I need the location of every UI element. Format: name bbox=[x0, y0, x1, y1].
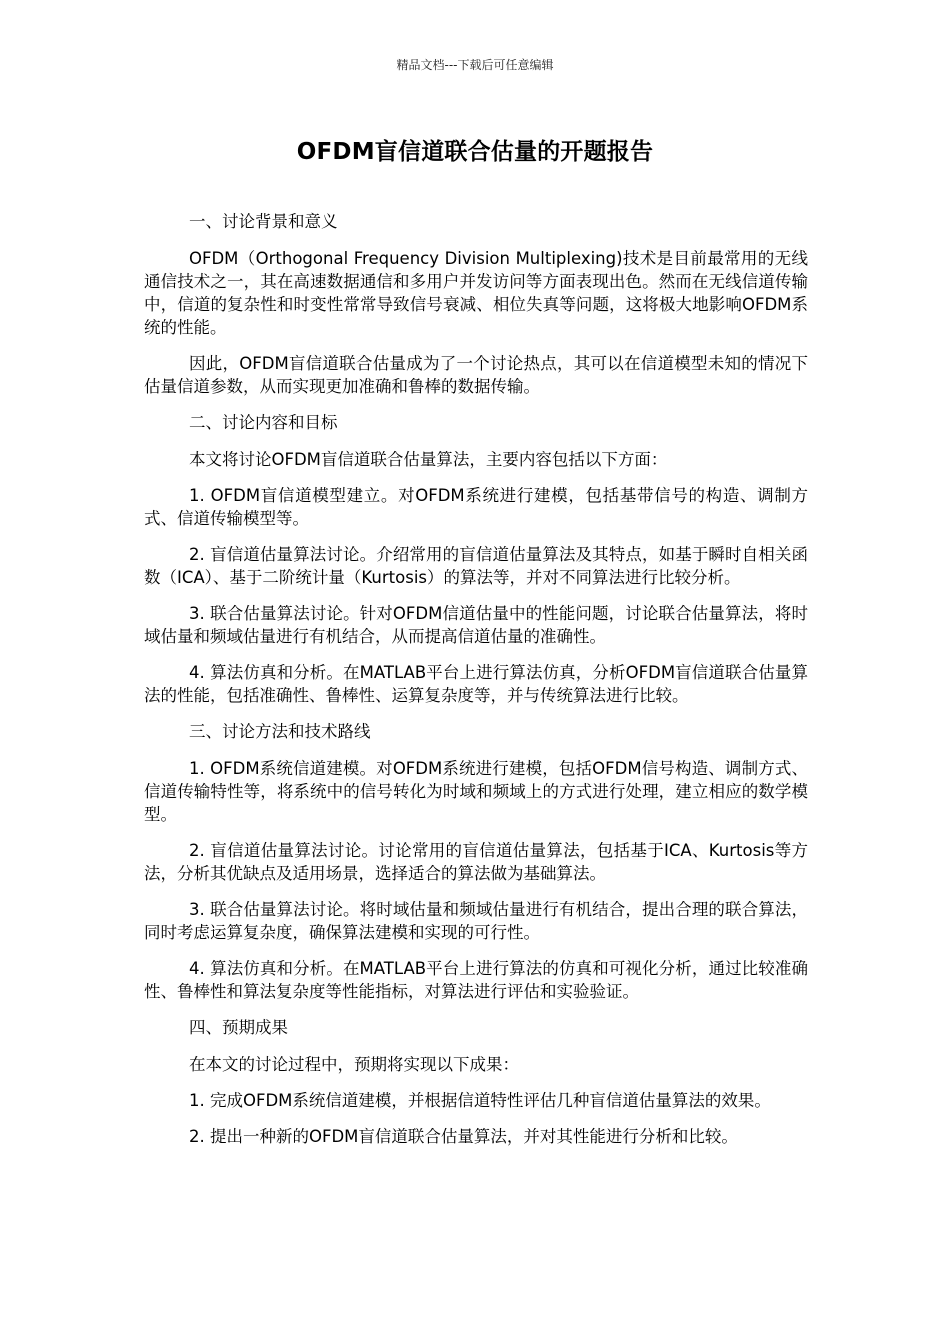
list-item: 4. 算法仿真和分析。在MATLAB平台上进行算法仿真，分析OFDM盲信道联合估量算法的性能，包括准确性、鲁棒性、运算复杂度等，并与传统算法进行比较。 bbox=[144, 663, 808, 705]
section-heading-outcomes: 四、预期成果 bbox=[189, 1018, 288, 1037]
paragraph: 因此，OFDM盲信道联合估量成为了一个讨论热点，其可以在信道模型未知的情况下估量信道参数，从而实现更加准确和鲁棒的数据传输。 bbox=[144, 354, 808, 396]
list-item: 1. 完成OFDM系统信道建模，并根据信道特性评估几种盲信道估量算法的效果。 bbox=[189, 1091, 771, 1110]
section-heading-background: 一、讨论背景和意义 bbox=[189, 212, 338, 231]
list-item: 2. 盲信道估量算法讨论。讨论常用的盲信道估量算法，包括基于ICA、Kurtosis等方法，分析其优缺点及适用场景，选择适合的算法做为基础算法。 bbox=[144, 841, 808, 883]
paragraph: OFDM（Orthogonal Frequency Division Multiplexing)技术是目前最常用的无线通信技术之一，其在高速数据通信和多用户并发访问等方面表现出色。然而在无线信道传输中，信道的复杂性和时变性常常导致信号衰减、相位失真等问题，这将极大地影响OFDM系统的性能。 bbox=[144, 249, 808, 337]
list-item: 2. 盲信道估量算法讨论。介绍常用的盲信道估量算法及其特点，如基于瞬时自相关函数（ICA）、基于二阶统计量（Kurtosis）的算法等，并对不同算法进行比较分析。 bbox=[144, 545, 808, 587]
document-title: OFDM盲信道联合估量的开题报告 bbox=[296, 139, 654, 165]
list-item: 2. 提出一种新的OFDM盲信道联合估量算法，并对其性能进行分析和比较。 bbox=[189, 1127, 738, 1146]
paragraph: 本文将讨论OFDM盲信道联合估量算法，主要内容包括以下方面： bbox=[189, 450, 668, 469]
list-item: 1. OFDM盲信道模型建立。对OFDM系统进行建模，包括基带信号的构造、调制方式、信道传输模型等。 bbox=[144, 486, 808, 528]
section-heading-method: 三、讨论方法和技术路线 bbox=[189, 722, 371, 741]
list-item: 1. OFDM系统信道建模。对OFDM系统进行建模，包括OFDM信号构造、调制方式、信道传输特性等，将系统中的信号转化为时域和频域上的方式进行处理，建立相应的数学模型。 bbox=[144, 759, 808, 824]
list-item: 4. 算法仿真和分析。在MATLAB平台上进行算法的仿真和可视化分析，通过比较准确性、鲁棒性和算法复杂度等性能指标，对算法进行评估和实验验证。 bbox=[144, 959, 808, 1001]
document-body bbox=[144, 210, 808, 1161]
list-item: 3. 联合估量算法讨论。针对OFDM信道估量中的性能问题，讨论联合估量算法，将时域估量和频域估量进行有机结合，从而提高信道估量的准确性。 bbox=[144, 604, 808, 646]
list-item: 3. 联合估量算法讨论。将时域估量和频域估量进行有机结合，提出合理的联合算法，同时考虑运算复杂度，确保算法建模和实现的可行性。 bbox=[144, 900, 808, 942]
paragraph: 在本文的讨论过程中，预期将实现以下成果： bbox=[189, 1055, 519, 1074]
section-heading-content: 二、讨论内容和目标 bbox=[189, 413, 338, 432]
running-header: 精品文档---下载后可任意编辑 bbox=[396, 58, 554, 72]
